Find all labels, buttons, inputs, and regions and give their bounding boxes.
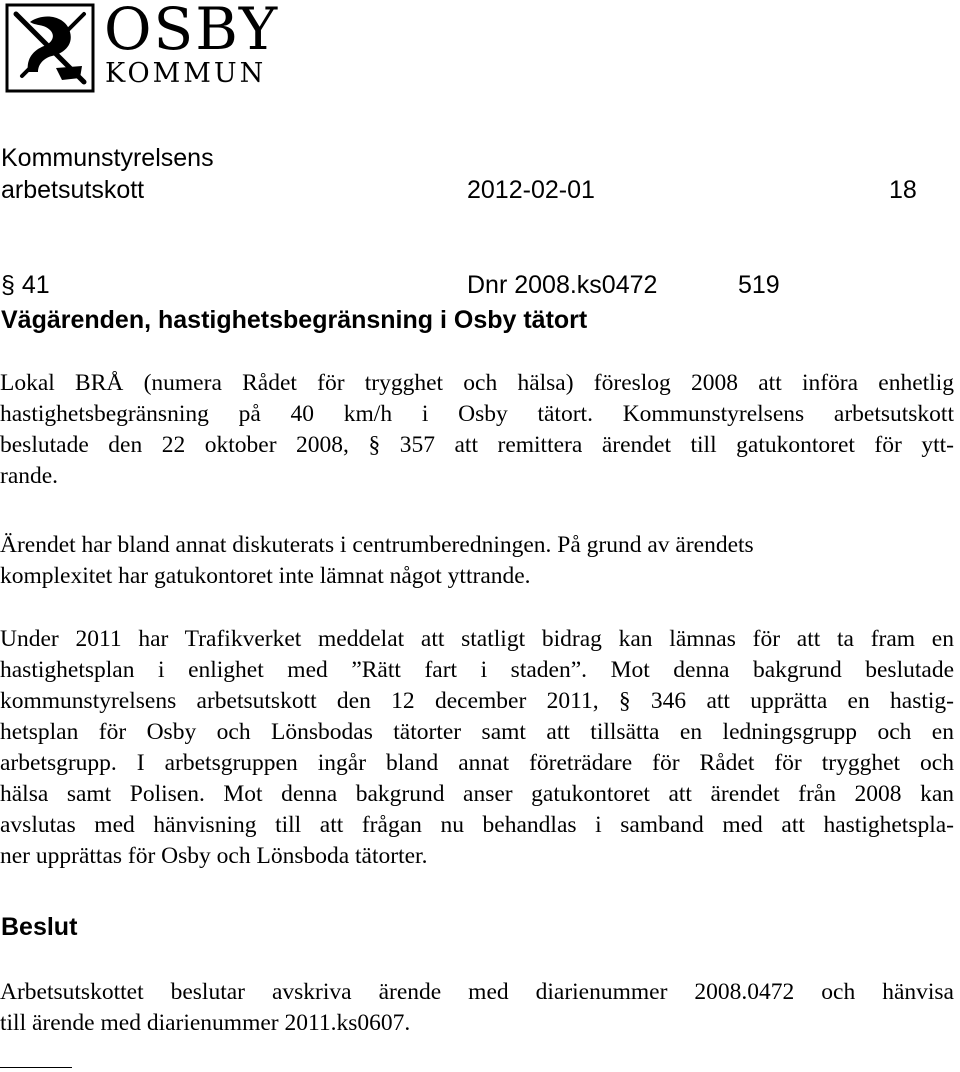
text-line: Under 2011 har Trafikverket meddelat att statligt bidrag kan lämnas för att ta fram en [0,626,954,652]
org-line-1: Kommunstyrelsens [1,144,214,172]
text-line: Ärendet har bland annat diskuterats i centrumberedningen. På grund av ärendets [0,532,754,558]
footer-rule [0,1067,72,1068]
text-line: Arbetsutskottet beslutar avskriva ärende med diarienummer 2008.0472 och hänvisa [0,979,954,1005]
decision-heading: Beslut [1,913,78,941]
text-line: arbetsgrupp. I arbetsgruppen ingår bland annat företrädare för Rådet för trygghet och [0,750,954,776]
text-line: beslutade den 22 oktober 2008, § 357 att remittera ärendet till gatukontoret för ytt- [0,432,954,458]
paragraph-1 [0,368,960,492]
page-number: 18 [889,176,917,204]
text-line: hetsplan för Osby och Lönsbodas tätorter samt att tillsätta en ledningsgrupp och en [0,719,954,745]
osby-coat-of-arms-icon [4,2,96,94]
dnr: Dnr 2008.ks0472 [467,271,658,299]
case-number: 41 [21,271,50,299]
org-line-2: arbetsutskott [1,176,145,204]
osby-kommun-logo [4,0,280,94]
document-number: 519 [738,271,780,299]
text-line: hastighetsplan i enlighet med ”Rätt fart i staden”. Mot denna bakgrund beslutade [0,657,954,683]
text-line: rande. [0,463,59,489]
text-line: komplexitet har gatukontoret inte lämnat något yttrande. [0,563,531,589]
logo-subtitle: KOMMUN [105,58,267,89]
text-line: kommunstyrelsens arbetsutskott den 12 december 2011, § 346 att upprätta en hastig- [0,688,954,714]
text-line: till ärende med diarienummer 2011.ks0607. [0,1010,411,1036]
text-line: avslutas med hänvisning till att frågan nu behandlas i samband med att hastighetspla- [0,812,954,838]
text-line: hastighetsbegränsning på 40 km/h i Osby tätort. Kommunstyrelsens arbetsutskott [0,401,954,427]
text-line: ner upprättas för Osby och Lönsboda tätorter. [0,843,428,869]
text-line: hälsa samt Polisen. Mot denna bakgrund anser gatukontoret att ärendet från 2008 kan [0,781,954,807]
logo-name: OSBY [104,0,280,63]
meeting-date: 2012-02-01 [467,176,595,204]
case-title: Vägärenden, hastighetsbegränsning i Osby tätort [1,306,588,334]
text-line: Lokal BRÅ (numera Rådet för trygghet och hälsa) föreslog 2008 att införa enhetlig [0,370,954,396]
paragraph-2 [0,530,960,592]
paragraph-3 [0,624,960,872]
paragraph-sign: § [1,271,15,299]
decision-text [0,977,960,1039]
case-number-line [1,270,50,300]
